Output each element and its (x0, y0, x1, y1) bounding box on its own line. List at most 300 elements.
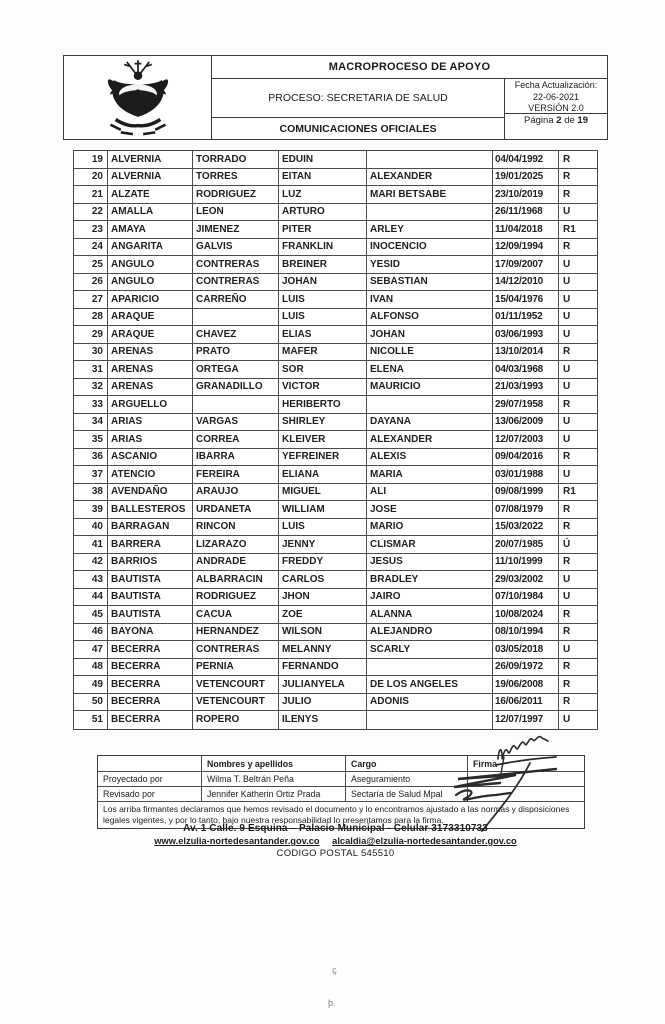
first-name-cell: ZOE (279, 606, 367, 623)
date-cell: 12/07/2003 (493, 431, 559, 448)
first-surname-cell: BECERRA (108, 711, 193, 729)
row-number-cell: 43 (74, 571, 108, 588)
approval-firma-cell (468, 772, 586, 786)
second-name-cell: JAIRO (367, 589, 493, 606)
table-row (74, 326, 597, 344)
second-surname-cell: CHAVEZ (193, 326, 279, 343)
date-cell: 07/08/1979 (493, 501, 559, 518)
first-name-cell: JOHAN (279, 274, 367, 291)
second-surname-cell: ORTEGA (193, 361, 279, 378)
footer-address-block (73, 823, 598, 859)
second-surname-cell: RODRIGUEZ (193, 186, 279, 203)
second-surname-cell: RODRIGUEZ (193, 589, 279, 606)
macroproceso-title: MACROPROCESO DE APOYO (212, 56, 607, 79)
zone-code-cell: R (563, 451, 571, 463)
table-row (74, 396, 597, 414)
table-row (74, 256, 597, 274)
second-name-cell: CLISMAR (367, 536, 493, 553)
date-cell: 03/01/1988 (493, 466, 559, 483)
first-name-cell: FERNANDO (279, 659, 367, 676)
second-name-cell: DE LOS ANGELES (367, 676, 493, 693)
first-surname-cell: ARGUELLO (108, 396, 193, 413)
second-surname-cell: GALVIS (193, 239, 279, 256)
first-name-cell: SHIRLEY (279, 414, 367, 431)
zone-code-cell: R (563, 346, 571, 358)
municipal-coat-of-arms-logo (64, 56, 212, 139)
row-number-cell: 22 (74, 204, 108, 221)
first-surname-cell: BAUTISTA (108, 571, 193, 588)
first-name-cell: BREINER (279, 256, 367, 273)
email-link: alcaldia@elzulia-nortedesantander.gov.co (332, 836, 517, 846)
row-number-cell: 30 (74, 344, 108, 361)
first-surname-cell: AMALLA (108, 204, 193, 221)
table-row (74, 239, 597, 257)
first-surname-cell: ARENAS (108, 361, 193, 378)
date-cell: 10/08/2024 (493, 606, 559, 623)
approval-role-cell: Revisado por (98, 787, 202, 801)
first-surname-cell: BAYONA (108, 624, 193, 641)
table-row (74, 676, 597, 694)
table-row (74, 274, 597, 292)
contact-line (73, 836, 598, 846)
row-number-cell: 23 (74, 221, 108, 238)
row-number-cell: 45 (74, 606, 108, 623)
date-cell: 15/04/1976 (493, 291, 559, 308)
row-number-cell: 40 (74, 519, 108, 536)
zone-code-cell: Ú (563, 538, 571, 550)
table-row (74, 571, 597, 589)
first-surname-cell: ASCANIO (108, 449, 193, 466)
date-cell: 29/07/1958 (493, 396, 559, 413)
date-cell: 09/08/1999 (493, 484, 559, 501)
first-surname-cell: ATENCIO (108, 466, 193, 483)
table-row (74, 431, 597, 449)
approval-table (97, 755, 585, 829)
date-cell: 13/10/2014 (493, 344, 559, 361)
zone-code-cell: R (563, 556, 571, 568)
first-surname-cell: BARRERA (108, 536, 193, 553)
second-surname-cell: VARGAS (193, 414, 279, 431)
first-surname-cell: ALVERNIA (108, 151, 193, 168)
row-number-cell: 37 (74, 466, 108, 483)
records-table (73, 150, 598, 730)
zone-code-cell: U (563, 363, 571, 375)
first-name-cell: MIGUEL (279, 484, 367, 501)
zone-code-cell: U (563, 293, 571, 305)
zone-code-cell: R (563, 696, 571, 708)
second-name-cell: JOHAN (367, 326, 493, 343)
first-name-cell: ARTURO (279, 204, 367, 221)
first-surname-cell: ARENAS (108, 344, 193, 361)
table-row (74, 449, 597, 467)
row-number-cell: 47 (74, 641, 108, 658)
row-number-cell: 39 (74, 501, 108, 518)
zone-code-cell: R (563, 608, 571, 620)
second-surname-cell: FEREIRA (193, 466, 279, 483)
fecha-actualizacion-cell (505, 79, 607, 114)
zone-code-cell: U (563, 643, 571, 655)
table-row (74, 501, 597, 519)
second-name-cell (367, 396, 493, 413)
first-surname-cell: BARRAGAN (108, 519, 193, 536)
table-row (74, 221, 597, 239)
second-surname-cell: PERNIA (193, 659, 279, 676)
first-name-cell: VICTOR (279, 379, 367, 396)
table-row (74, 344, 597, 362)
second-surname-cell (193, 396, 279, 413)
date-cell: 04/04/1992 (493, 151, 559, 168)
first-surname-cell: ANGULO (108, 256, 193, 273)
approval-name-cell: Wilma T. Beltrán Peña (202, 772, 346, 786)
second-name-cell: ALEXANDER (367, 169, 493, 186)
approval-header-blank (98, 756, 202, 771)
table-row (74, 589, 597, 607)
table-row (74, 519, 597, 537)
zone-code-cell: R (563, 678, 571, 690)
second-surname-cell: TORRES (193, 169, 279, 186)
fecha-label: Fecha Actualización: (514, 80, 598, 90)
page-number-cell (505, 114, 607, 139)
zone-code-cell: R (563, 661, 571, 673)
date-cell: 15/03/2022 (493, 519, 559, 536)
date-cell: 21/03/1993 (493, 379, 559, 396)
zone-code-cell: U (563, 206, 571, 218)
row-number-cell: 24 (74, 239, 108, 256)
second-name-cell: MARIA (367, 466, 493, 483)
first-name-cell: ELIANA (279, 466, 367, 483)
zone-code-cell: U (563, 276, 571, 288)
row-number-cell: 26 (74, 274, 108, 291)
second-name-cell: JOSE (367, 501, 493, 518)
second-name-cell: JESUS (367, 554, 493, 571)
approval-header-firma: Firma (473, 758, 497, 769)
second-name-cell: ALEXIS (367, 449, 493, 466)
second-name-cell: ELENA (367, 361, 493, 378)
first-name-cell: ELIAS (279, 326, 367, 343)
zone-code-cell: R (563, 171, 571, 183)
table-row (74, 151, 597, 169)
first-name-cell: JULIO (279, 694, 367, 711)
scan-artifact: ç (331, 964, 338, 976)
first-name-cell: CARLOS (279, 571, 367, 588)
table-row (74, 624, 597, 642)
approval-header-cargo: Cargo (346, 756, 468, 771)
first-name-cell: WILSON (279, 624, 367, 641)
zone-code-cell: U (563, 714, 571, 726)
date-cell: 20/07/1985 (493, 536, 559, 553)
table-row (74, 186, 597, 204)
row-number-cell: 20 (74, 169, 108, 186)
table-row (74, 309, 597, 327)
first-surname-cell: BECERRA (108, 659, 193, 676)
second-name-cell: IVAN (367, 291, 493, 308)
first-surname-cell: BECERRA (108, 694, 193, 711)
date-cell: 23/10/2019 (493, 186, 559, 203)
first-name-cell: FREDDY (279, 554, 367, 571)
table-row (74, 659, 597, 677)
second-surname-cell: CACUA (193, 606, 279, 623)
date-cell: 04/03/1968 (493, 361, 559, 378)
date-cell: 16/06/2011 (493, 694, 559, 711)
first-surname-cell: BECERRA (108, 676, 193, 693)
first-name-cell: LUIS (279, 519, 367, 536)
second-name-cell (367, 659, 493, 676)
zone-code-cell: U (563, 258, 571, 270)
second-surname-cell: PRATO (193, 344, 279, 361)
address-line: Av. 1 Calle. 9 Esquina – Palacio Municipal - Celular 3173310733 (183, 823, 488, 834)
first-surname-cell: ARAQUE (108, 309, 193, 326)
postal-code: CODIGO POSTAL 545510 (276, 848, 395, 859)
second-surname-cell: CONTRERAS (193, 274, 279, 291)
approval-header-row (98, 756, 584, 772)
row-number-cell: 28 (74, 309, 108, 326)
first-name-cell: KLEIVER (279, 431, 367, 448)
zone-code-cell: R (563, 503, 571, 515)
table-row (74, 361, 597, 379)
second-name-cell: ADONIS (367, 694, 493, 711)
second-surname-cell: RINCON (193, 519, 279, 536)
second-name-cell: ALFONSO (367, 309, 493, 326)
date-cell: 01/11/1952 (493, 309, 559, 326)
second-surname-cell: VETENCOURT (193, 676, 279, 693)
table-row (74, 169, 597, 187)
zone-code-cell: U (563, 591, 571, 603)
first-name-cell: JULIANYELA (279, 676, 367, 693)
date-cell: 09/04/2016 (493, 449, 559, 466)
table-row (74, 606, 597, 624)
table-row (74, 291, 597, 309)
table-row (74, 694, 597, 712)
version-value: VERSIÓN 2.0 (528, 103, 584, 113)
second-name-cell: MAURICIO (367, 379, 493, 396)
row-number-cell: 25 (74, 256, 108, 273)
second-name-cell (367, 151, 493, 168)
date-cell: 11/10/1999 (493, 554, 559, 571)
first-surname-cell: AVENDAÑO (108, 484, 193, 501)
table-row (74, 711, 597, 729)
first-surname-cell: BALLESTEROS (108, 501, 193, 518)
date-cell: 19/01/2025 (493, 169, 559, 186)
zone-code-cell: U (563, 311, 571, 323)
row-number-cell: 29 (74, 326, 108, 343)
first-surname-cell: APARICIO (108, 291, 193, 308)
second-name-cell: ALI (367, 484, 493, 501)
first-name-cell: SOR (279, 361, 367, 378)
approval-header-nombres: Nombres y apellidos (202, 756, 346, 771)
date-cell: 13/06/2009 (493, 414, 559, 431)
pagina-total: 19 (577, 115, 588, 126)
first-surname-cell: BAUTISTA (108, 606, 193, 623)
table-row (74, 484, 597, 502)
pagina-label: Página (524, 115, 554, 126)
first-name-cell: EITAN (279, 169, 367, 186)
second-name-cell: NICOLLE (367, 344, 493, 361)
zone-code-cell: U (563, 381, 571, 393)
row-number-cell: 41 (74, 536, 108, 553)
second-surname-cell: ARAUJO (193, 484, 279, 501)
approval-role-cell: Proyectado por (98, 772, 202, 786)
second-name-cell: SEBASTIAN (367, 274, 493, 291)
second-surname-cell: ANDRADE (193, 554, 279, 571)
zone-code-cell: R1 (563, 486, 576, 498)
zone-code-cell: U (563, 468, 571, 480)
date-cell: 07/10/1984 (493, 589, 559, 606)
pagina-current: 2 (556, 115, 562, 126)
first-name-cell: PITER (279, 221, 367, 238)
zone-code-cell: R (563, 398, 571, 410)
first-name-cell: FRANKLIN (279, 239, 367, 256)
second-surname-cell: URDANETA (193, 501, 279, 518)
second-surname-cell: CONTRERAS (193, 641, 279, 658)
second-name-cell: ALEJANDRO (367, 624, 493, 641)
row-number-cell: 50 (74, 694, 108, 711)
first-surname-cell: ARENAS (108, 379, 193, 396)
second-name-cell: MARIO (367, 519, 493, 536)
first-name-cell: WILLIAM (279, 501, 367, 518)
zone-code-cell: R (563, 521, 571, 533)
table-row (74, 414, 597, 432)
first-name-cell: MAFER (279, 344, 367, 361)
row-number-cell: 49 (74, 676, 108, 693)
zone-code-cell: R (563, 241, 571, 253)
approval-row (98, 772, 584, 787)
first-surname-cell: AMAYA (108, 221, 193, 238)
row-number-cell: 34 (74, 414, 108, 431)
first-name-cell: LUIS (279, 309, 367, 326)
second-name-cell: BRADLEY (367, 571, 493, 588)
document-title: COMUNICACIONES OFICIALES (212, 117, 504, 139)
second-surname-cell: CONTRERAS (193, 256, 279, 273)
row-number-cell: 32 (74, 379, 108, 396)
second-surname-cell: LEON (193, 204, 279, 221)
second-surname-cell: GRANADILLO (193, 379, 279, 396)
coat-of-arms-icon (95, 59, 181, 137)
date-cell: 12/09/1994 (493, 239, 559, 256)
scan-artifact: þ. (328, 998, 336, 1008)
first-surname-cell: ANGULO (108, 274, 193, 291)
first-name-cell: ILENYS (279, 711, 367, 729)
date-cell: 14/12/2010 (493, 274, 559, 291)
row-number-cell: 33 (74, 396, 108, 413)
table-row (74, 204, 597, 222)
website-link: www.elzulia-nortedesantander.gov.co (154, 836, 320, 846)
approval-note: Los arriba firmantes declaramos que hemos revisado el documento y lo encontramos ajustado a las normas y disposiciones legales vigentes, y por lo tanto, bajo nuestra responsabilidad lo presentamos para la firma. (103, 804, 570, 825)
zone-code-cell: U (563, 328, 571, 340)
date-cell: 03/05/2018 (493, 641, 559, 658)
second-surname-cell: CARREÑO (193, 291, 279, 308)
first-name-cell: HERIBERTO (279, 396, 367, 413)
row-number-cell: 44 (74, 589, 108, 606)
second-surname-cell: HERNANDEZ (193, 624, 279, 641)
row-number-cell: 21 (74, 186, 108, 203)
first-name-cell: MELANNY (279, 641, 367, 658)
approval-rows (98, 772, 584, 802)
zone-code-cell: R (563, 188, 571, 200)
first-surname-cell: ARIAS (108, 431, 193, 448)
first-surname-cell: ARIAS (108, 414, 193, 431)
approval-name-cell: Jennifer Katherin Ortiz Prada (202, 787, 346, 801)
second-name-cell: MARI BETSABE (367, 186, 493, 203)
date-cell: 17/09/2007 (493, 256, 559, 273)
table-row (74, 379, 597, 397)
table-row (74, 641, 597, 659)
second-name-cell (367, 711, 493, 729)
second-name-cell: YESID (367, 256, 493, 273)
zone-code-cell: R1 (563, 223, 576, 235)
table-row (74, 536, 597, 554)
date-cell: 29/03/2002 (493, 571, 559, 588)
table-row (74, 554, 597, 572)
second-surname-cell: TORRADO (193, 151, 279, 168)
row-number-cell: 19 (74, 151, 108, 168)
approval-cargo-cell: Sectaría de Salud Mpal (346, 787, 468, 801)
first-name-cell: LUIS (279, 291, 367, 308)
first-surname-cell: BAUTISTA (108, 589, 193, 606)
row-number-cell: 46 (74, 624, 108, 641)
date-cell: 08/10/1994 (493, 624, 559, 641)
header-text-cells (212, 56, 607, 139)
first-surname-cell: ARAQUE (108, 326, 193, 343)
table-row (74, 466, 597, 484)
second-name-cell: DAYANA (367, 414, 493, 431)
fecha-value: 22-06-2021 (532, 91, 580, 102)
zone-code-cell: R (563, 153, 571, 165)
second-surname-cell: IBARRA (193, 449, 279, 466)
proceso-title: PROCESO: SECRETARIA DE SALUD (268, 92, 448, 104)
second-surname-cell: ALBARRACIN (193, 571, 279, 588)
date-cell: 26/09/1972 (493, 659, 559, 676)
second-surname-cell: JIMENEZ (193, 221, 279, 238)
date-cell: 26/11/1968 (493, 204, 559, 221)
first-name-cell: YEFREINER (279, 449, 367, 466)
pagina-de: de (564, 115, 575, 126)
row-number-cell: 38 (74, 484, 108, 501)
first-name-cell: EDUIN (279, 151, 367, 168)
date-cell: 19/06/2008 (493, 676, 559, 693)
zone-code-cell: R (563, 626, 571, 638)
first-name-cell: JENNY (279, 536, 367, 553)
second-name-cell: SCARLY (367, 641, 493, 658)
zone-code-cell: U (563, 416, 571, 428)
second-name-cell: ALEXANDER (367, 431, 493, 448)
first-surname-cell: BECERRA (108, 641, 193, 658)
second-name-cell: ALANNA (367, 606, 493, 623)
first-surname-cell: ALZATE (108, 186, 193, 203)
date-cell: 12/07/1997 (493, 711, 559, 729)
approval-firma-cell (468, 787, 586, 801)
second-name-cell: ARLEY (367, 221, 493, 238)
row-number-cell: 36 (74, 449, 108, 466)
date-cell: 11/04/2018 (493, 221, 559, 238)
document-header-table (63, 55, 608, 140)
first-surname-cell: BARRIOS (108, 554, 193, 571)
second-surname-cell: ROPERO (193, 711, 279, 729)
first-surname-cell: ANGARITA (108, 239, 193, 256)
approval-cargo-cell: Aseguramiento (346, 772, 468, 786)
second-surname-cell: LIZARAZO (193, 536, 279, 553)
first-name-cell: LUZ (279, 186, 367, 203)
row-number-cell: 35 (74, 431, 108, 448)
second-surname-cell: CORREA (193, 431, 279, 448)
row-number-cell: 27 (74, 291, 108, 308)
row-number-cell: 48 (74, 659, 108, 676)
row-number-cell: 31 (74, 361, 108, 378)
date-cell: 03/06/1993 (493, 326, 559, 343)
zone-code-cell: U (563, 573, 571, 585)
second-name-cell: INOCENCIO (367, 239, 493, 256)
second-surname-cell: VETENCOURT (193, 694, 279, 711)
second-surname-cell (193, 309, 279, 326)
